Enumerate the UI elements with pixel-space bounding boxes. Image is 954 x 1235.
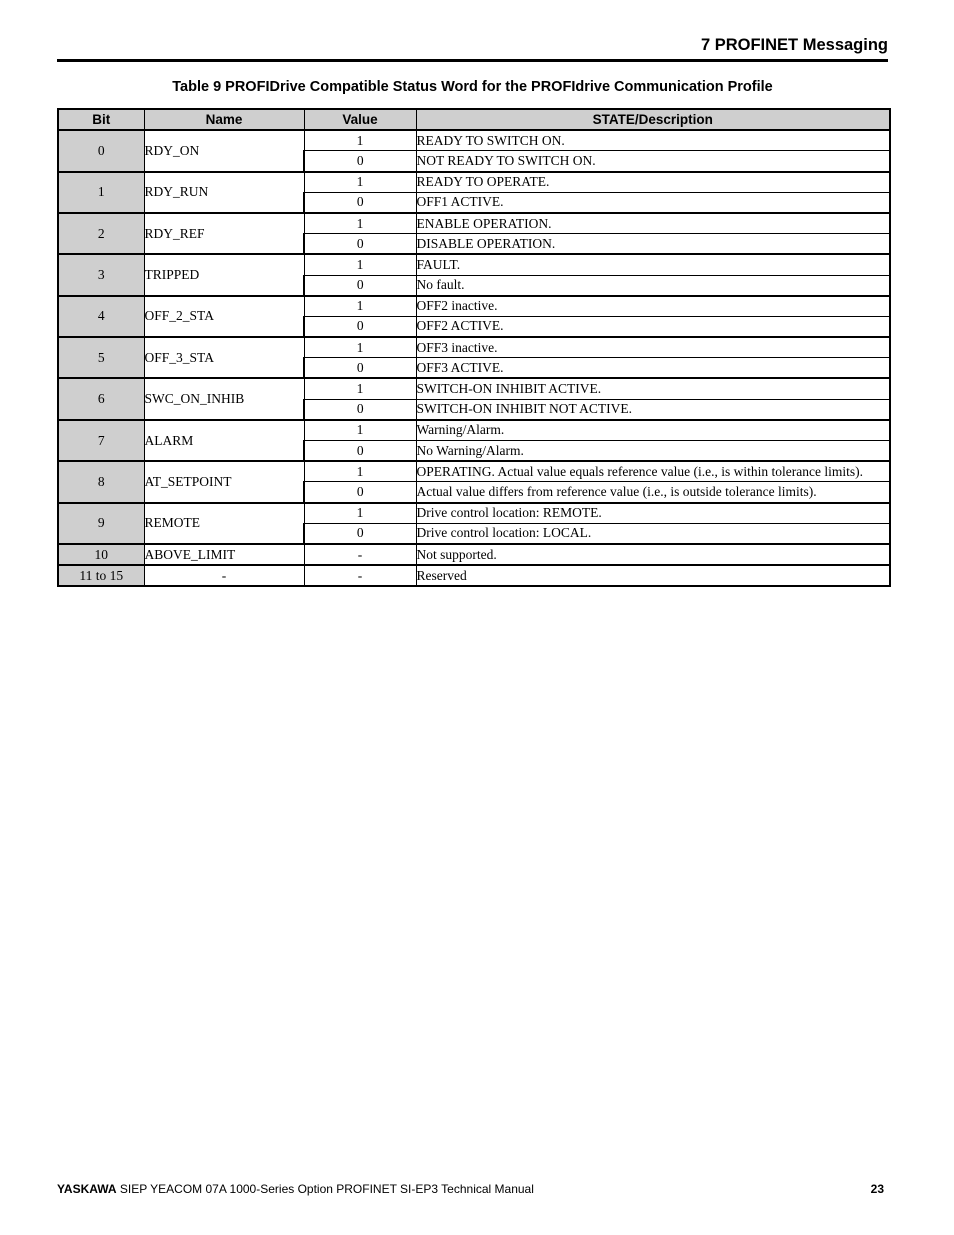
name-cell: ABOVE_LIMIT xyxy=(144,544,304,565)
value-cell: 1 xyxy=(304,254,416,275)
value-cell: 0 xyxy=(304,192,416,213)
description-cell: SWITCH-ON INHIBIT ACTIVE. xyxy=(416,378,890,399)
column-header-name: Name xyxy=(144,109,304,130)
value-cell: 1 xyxy=(304,503,416,524)
description-cell: FAULT. xyxy=(416,254,890,275)
description-cell: READY TO OPERATE. xyxy=(416,172,890,193)
bit-cell: 4 xyxy=(58,296,144,337)
name-cell: RDY_REF xyxy=(144,213,304,254)
column-header-bit: Bit xyxy=(58,109,144,130)
table-row xyxy=(58,420,890,441)
name-cell: OFF_3_STA xyxy=(144,337,304,378)
name-cell: OFF_2_STA xyxy=(144,296,304,337)
table-row xyxy=(58,337,890,358)
table-caption: Table 9 PROFIDrive Compatible Status Word for the PROFIdrive Communication Profile xyxy=(172,79,773,95)
bit-cell: 1 xyxy=(58,172,144,213)
name-cell: AT_SETPOINT xyxy=(144,461,304,502)
footer-document: SIEP YEACOM 07A 1000-Series Option PROFINET SI-EP3 Technical Manual xyxy=(119,1182,534,1196)
name-cell: REMOTE xyxy=(144,503,304,544)
column-header-value: Value xyxy=(304,109,416,130)
value-cell: 0 xyxy=(304,399,416,420)
bit-cell: 5 xyxy=(58,337,144,378)
bit-cell: 3 xyxy=(58,254,144,295)
description-cell: SWITCH-ON INHIBIT NOT ACTIVE. xyxy=(416,399,890,420)
bit-cell: 0 xyxy=(58,130,144,171)
value-cell: - xyxy=(304,565,416,586)
value-cell: 0 xyxy=(304,482,416,503)
description-cell: OFF2 ACTIVE. xyxy=(416,316,890,337)
value-cell: 1 xyxy=(304,337,416,358)
value-cell: 0 xyxy=(304,151,416,172)
name-cell: ALARM xyxy=(144,420,304,461)
description-cell: NOT READY TO SWITCH ON. xyxy=(416,151,890,172)
table-row xyxy=(58,544,890,565)
description-cell: OFF3 ACTIVE. xyxy=(416,358,890,379)
description-cell: Reserved xyxy=(416,565,890,586)
table-header-row xyxy=(58,109,890,130)
bit-cell: 7 xyxy=(58,420,144,461)
value-cell: - xyxy=(304,544,416,565)
value-cell: 1 xyxy=(304,378,416,399)
description-cell: OFF3 inactive. xyxy=(416,337,890,358)
table-row xyxy=(58,378,890,399)
status-word-table xyxy=(57,108,891,587)
description-cell: OFF1 ACTIVE. xyxy=(416,192,890,213)
value-cell: 0 xyxy=(304,234,416,255)
bit-cell: 10 xyxy=(58,544,144,565)
bit-cell: 6 xyxy=(58,378,144,419)
value-cell: 1 xyxy=(304,296,416,317)
description-cell: ENABLE OPERATION. xyxy=(416,213,890,234)
value-cell: 1 xyxy=(304,130,416,151)
page-number: 23 xyxy=(870,1182,884,1196)
bit-cell: 11 to 15 xyxy=(58,565,144,586)
description-cell: DISABLE OPERATION. xyxy=(416,234,890,255)
name-cell: TRIPPED xyxy=(144,254,304,295)
value-cell: 1 xyxy=(304,461,416,482)
description-cell: Not supported. xyxy=(416,544,890,565)
value-cell: 0 xyxy=(304,441,416,462)
table-row xyxy=(58,296,890,317)
description-cell: READY TO SWITCH ON. xyxy=(416,130,890,151)
description-cell: No fault. xyxy=(416,275,890,296)
table-row xyxy=(58,565,890,586)
bit-cell: 8 xyxy=(58,461,144,502)
name-cell: - xyxy=(144,565,304,586)
name-cell: RDY_ON xyxy=(144,130,304,171)
value-cell: 0 xyxy=(304,523,416,544)
footer-document-title xyxy=(57,1182,534,1196)
table-row xyxy=(58,254,890,275)
description-cell: Actual value differs from reference value (i.e., is outside tolerance limits). xyxy=(416,482,890,503)
table-row xyxy=(58,130,890,151)
value-cell: 1 xyxy=(304,172,416,193)
bit-cell: 9 xyxy=(58,503,144,544)
description-cell: OFF2 inactive. xyxy=(416,296,890,317)
description-cell: Drive control location: REMOTE. xyxy=(416,503,890,524)
footer-brand: YASKAWA xyxy=(57,1182,117,1196)
table-row xyxy=(58,503,890,524)
value-cell: 0 xyxy=(304,275,416,296)
table-row xyxy=(58,461,890,482)
table-body xyxy=(58,130,890,586)
bit-cell: 2 xyxy=(58,213,144,254)
section-title: 7 PROFINET Messaging xyxy=(700,36,888,54)
value-cell: 1 xyxy=(304,213,416,234)
description-cell: Drive control location: LOCAL. xyxy=(416,523,890,544)
description-cell: OPERATING. Actual value equals reference value (i.e., is within tolerance limits). xyxy=(416,461,890,482)
description-cell: No Warning/Alarm. xyxy=(416,441,890,462)
value-cell: 0 xyxy=(304,316,416,337)
table-row xyxy=(58,172,890,193)
description-cell: Warning/Alarm. xyxy=(416,420,890,441)
value-cell: 0 xyxy=(304,358,416,379)
table-row xyxy=(58,213,890,234)
name-cell: RDY_RUN xyxy=(144,172,304,213)
value-cell: 1 xyxy=(304,420,416,441)
header-rule xyxy=(57,59,888,62)
column-header-description: STATE/Description xyxy=(416,109,890,130)
name-cell: SWC_ON_INHIB xyxy=(144,378,304,419)
